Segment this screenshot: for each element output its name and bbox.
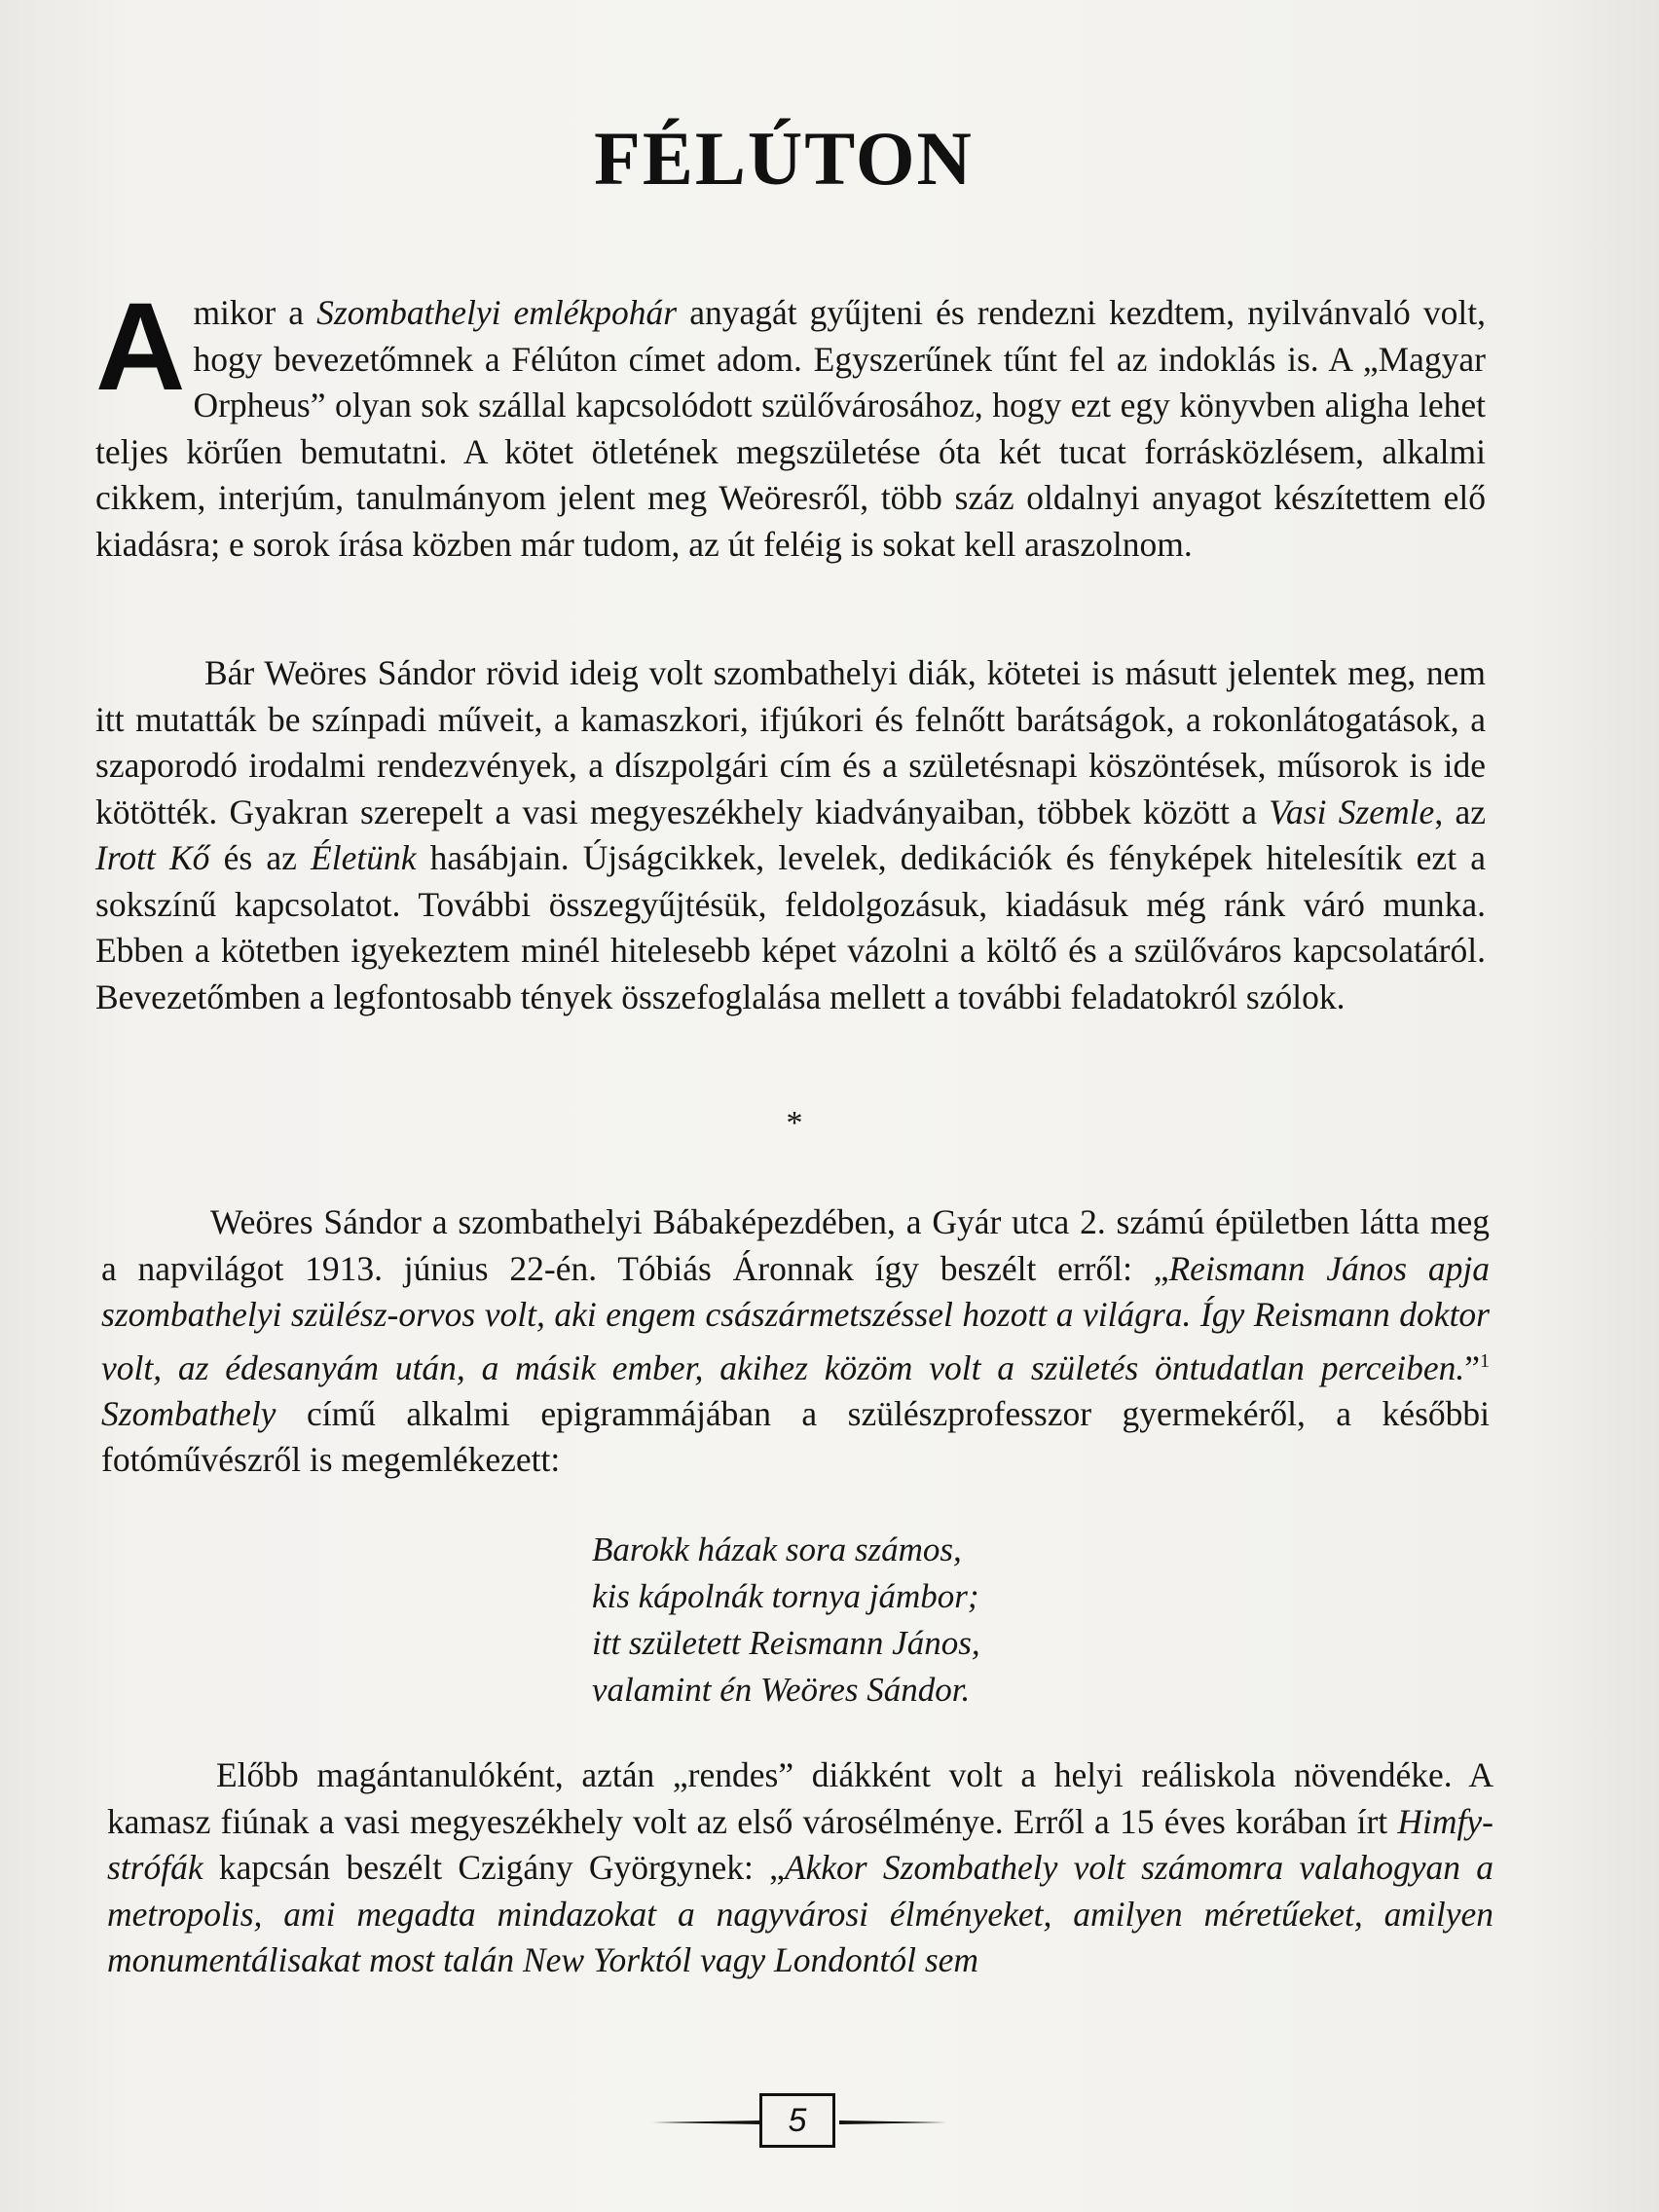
ornament-rule-left: [652, 2120, 761, 2124]
drop-cap: A: [95, 277, 186, 417]
page-number-ornament: [652, 2093, 944, 2152]
page-number: 5: [759, 2093, 835, 2148]
paragraph-2: [95, 650, 1486, 1020]
poem-line: itt született Reismann János,: [592, 1624, 980, 1662]
para3-text-2: című alkalmi epigrammájában a szülészprofesszor gyermekéről, a későbbi fotóművészről is megemlékezett:: [101, 1393, 1490, 1480]
poem-line: kis kápolnák tornya jámbor;: [592, 1577, 979, 1615]
poem-title-italic: Szombathely: [101, 1393, 276, 1433]
journal-irott-ko: Irott Kő: [95, 838, 210, 877]
para4-text-2: kapcsán beszélt Czigány Györgynek: „: [203, 1848, 785, 1887]
journal-eletunk: Életünk: [311, 838, 417, 877]
ornament-rule-right: [839, 2120, 946, 2124]
intro-text-1: mikor a: [193, 293, 317, 332]
work-title-italic: Himfy-strófák: [107, 1801, 1493, 1887]
journal-vasi-szemle: Vasi Szemle: [1269, 792, 1435, 831]
poem-line: Barokk házak sora számos,: [592, 1530, 962, 1568]
book-title-italic: Szombathelyi emlékpohár: [316, 293, 678, 332]
paragraph-3: [101, 1199, 1490, 1484]
closing-quote: ”: [1464, 1347, 1480, 1387]
chapter-title: FÉLÚTON: [594, 116, 974, 201]
intro-paragraph: [95, 277, 1486, 568]
epigram-poem: [592, 1527, 980, 1714]
section-separator: *: [786, 1105, 803, 1141]
para2-text-4: hasábjain. Újságcikkek, levelek, dedikációk és fényképek hitelesítik ezt a sokszínű kapcsolatot. További összegyűjtésük, feldolgozásuk, kiadásuk még ránk váró munka. Ebben a kötetben igyekeztem minél hitelesebb képet vázolni a költő és a szülőváros kapcsolatáról. Bevezetőmben a legfontosabb tények összefoglalása mellett a további feladatokról szólok.: [95, 838, 1486, 1016]
intro-text-2: anyagát gyűjteni és rendezni kezdtem, nyilvánvaló volt, hogy bevezetőmnek a Félúton címet adom. Egyszerűnek tűnt fel az indoklás is. A „Magyar Orpheus” olyan sok szállal kapcsolódott szülővárosához, hogy ezt egy könyvben aligha lehet teljes körűen bemutatni. A kötet ötletének megszületése óta két tucat forrásközlésem, alkalmi cikkem, interjúm, tanulmányom jelent meg Weöresről, több száz oldalnyi anyagot készítettem elő kiadásra; e sorok írása közben már tudom, az út feléig is sokat kell araszolnom.: [95, 293, 1486, 564]
poem-line: valamint én Weöres Sándor.: [592, 1671, 971, 1709]
para4-text-1: Előbb magántanulóként, aztán „rendes” diákként volt a helyi reáliskola növendéke. A kamasz fiúnak a vasi megyeszékhely volt az első városélménye. Erről a 15 éves korában írt: [107, 1755, 1493, 1841]
para2-text-2: , az: [1434, 792, 1487, 831]
paragraph-4: [107, 1752, 1493, 1984]
para2-text-1: Bár Weöres Sándor rövid ideig volt szombathelyi diák, kötetei is másutt jelentek meg, nem itt mutatták be színpadi műveit, a kamaszkori, ifjúkori és felnőtt barátságok, a rokonlátogatások, a szaporodó irodalmi rendezvények, a díszpolgári cím és a születésnapi köszöntések, műsorok is ide kötötték. Gyakran szerepelt a vasi megyeszékhely kiadványaiban, többek között a: [95, 653, 1486, 831]
quote-italic-2: Akkor Szombathely volt számomra valahogyan a metropolis, ami megadta mindazokat a nagyvárosi élményeket, amilyen méretűeket, amilyen monumentálisakat most talán New Yorktól vagy Londontól sem: [107, 1848, 1493, 1979]
quote-italic: Reismann János apja szombathelyi szülész-orvos volt, aki engem császármetszéssel hozott a világra. Így Reismann doktor volt, az édesanyám után, a másik ember, akihez közöm volt a születés öntudatlan perceiben.: [101, 1248, 1490, 1387]
footnote-ref: 1: [1480, 1349, 1490, 1372]
para2-text-3: és az: [209, 838, 312, 877]
para3-text-1: Weöres Sándor a szombathelyi Bábaképezdében, a Gyár utca 2. számú épületben látta meg a napvilágot 1913. június 22-én. Tóbiás Áronnak így beszélt erről: „: [101, 1202, 1490, 1288]
